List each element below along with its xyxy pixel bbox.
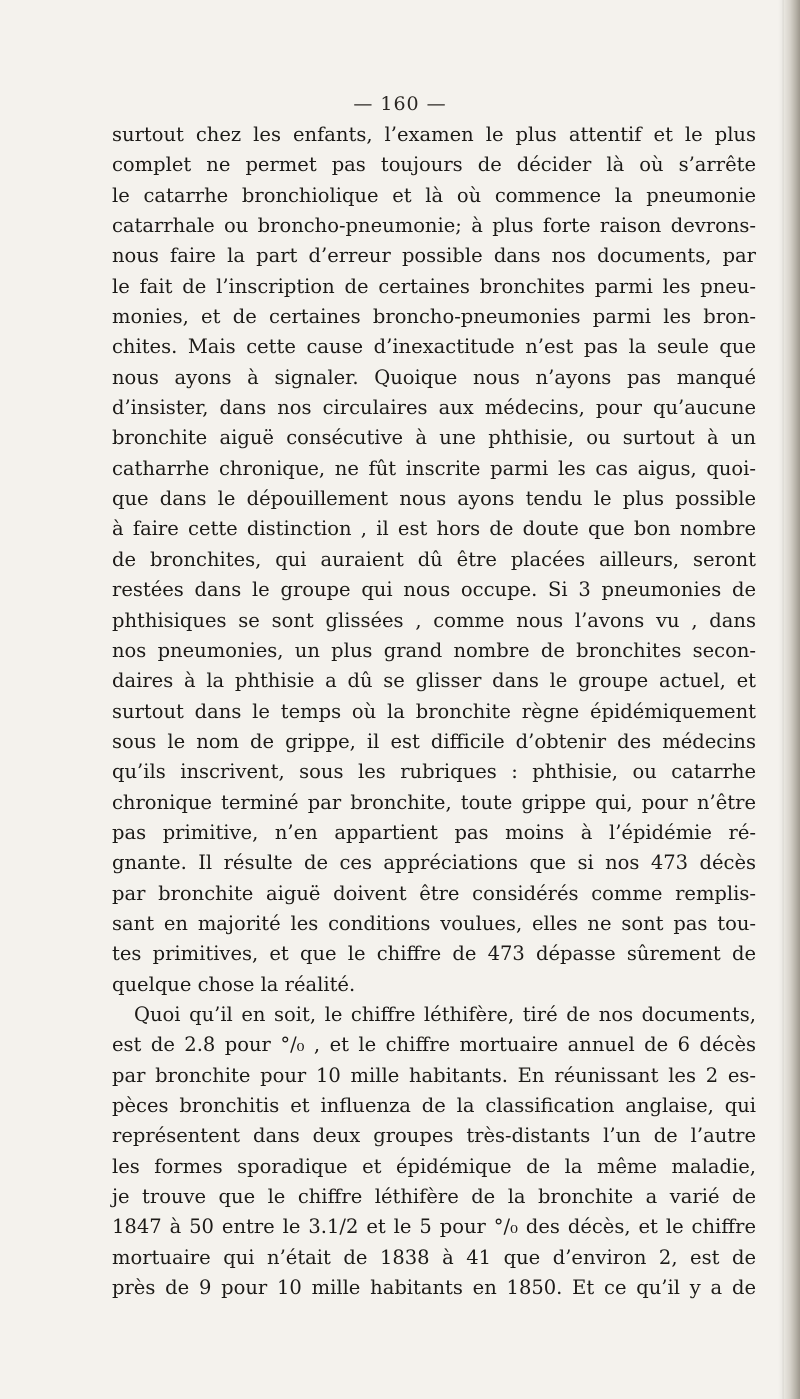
text-line: sant en majorité les conditions voulues, elles ne sont pas tou- (112, 911, 756, 935)
text-line: daires à la phthisie a dû se glisser dans le groupe actuel, et (112, 669, 756, 693)
text-line: monies, et de certaines broncho-pneumonies parmi les bron- (112, 305, 756, 329)
text-line: surtout chez les enfants, l’examen le plus attentif et le plus (112, 123, 756, 146)
text-line: qu’ils inscrivent, sous les rubriques : phthisie, ou catarrhe (112, 760, 756, 784)
text-line: mortuaire qui n’était de 1838 à 41 que d’environ 2, est de (112, 1245, 756, 1269)
text-line: 1847 à 50 entre le 3.1/2 et le 5 pour °/₀ des décès, et le chiffre (112, 1215, 756, 1239)
text-line: complet ne permet pas toujours de décider là où s’arrête (112, 153, 756, 177)
text-line: le catarrhe bronchiolique et là où commence la pneumonie (112, 183, 756, 207)
text-line: près de 9 pour 10 mille habitants en 1850. Et ce qu’il y a de (112, 1276, 756, 1300)
text-line: à faire cette distinction , il est hors de doute que bon nombre (112, 517, 756, 541)
text-line: sous le nom de grippe, il est difficile d’obtenir des médecins (112, 729, 756, 753)
text-line: chronique terminé par bronchite, toute grippe qui, pour n’être (112, 790, 756, 814)
text-line: par bronchite aiguë doivent être considérés comme remplis- (112, 881, 756, 905)
text-line: nous ayons à signaler. Quoique nous n’ayons pas manqué (112, 365, 756, 389)
text-line: Quoi qu’il en soit, le chiffre léthifère, tiré de nos documents, (134, 1002, 756, 1026)
page-edge (782, 0, 800, 1399)
text-line: chites. Mais cette cause d’inexactitude n’est pas la seule que (112, 335, 756, 359)
text-line: phthisiques se sont glissées , comme nous l’avons vu , dans (112, 608, 756, 632)
text-line: catharrhe chronique, ne fût inscrite parmi les cas aigus, quoi- (112, 456, 756, 480)
body-text (112, 120, 756, 1303)
text-line: de bronchites, qui auraient dû être placées ailleurs, seront (112, 547, 756, 571)
text-line: les formes sporadique et épidémique de la même maladie, (112, 1154, 756, 1178)
text-line: d’insister, dans nos circulaires aux médecins, pour qu’aucune (112, 396, 756, 420)
text-line: pas primitive, n’en appartient pas moins à l’épidémie ré- (112, 820, 756, 844)
text-line: surtout dans le temps où la bronchite règne épidémiquement (112, 699, 756, 723)
text-line: je trouve que le chiffre léthifère de la bronchite a varié de (112, 1185, 756, 1209)
text-line: pèces bronchitis et influenza de la classification anglaise, qui (112, 1094, 756, 1117)
text-line: par bronchite pour 10 mille habitants. En réunissant les 2 es- (112, 1063, 756, 1087)
text-line: est de 2.8 pour °/₀ , et le chiffre mortuaire annuel de 6 décès (112, 1033, 756, 1057)
page-number: — 160 — (353, 93, 447, 115)
text-line: restées dans le groupe qui nous occupe. Si 3 pneumonies de (112, 578, 756, 602)
text-line: nos pneumonies, un plus grand nombre de bronchites secon- (112, 638, 756, 662)
text-line: tes primitives, et que le chiffre de 473 dépasse sûrement de (112, 942, 756, 966)
text-line: bronchite aiguë consécutive à une phthisie, ou surtout à un (112, 426, 756, 450)
text-line: nous faire la part d’erreur possible dans nos documents, par (112, 244, 756, 268)
text-line: le fait de l’inscription de certaines bronchites parmi les pneu- (112, 274, 756, 298)
text-line: gnante. Il résulte de ces appréciations que si nos 473 décès (112, 851, 756, 875)
text-line: représentent dans deux groupes très-distants l’un de l’autre (112, 1124, 756, 1148)
text-line: que dans le dépouillement nous ayons tendu le plus possible (112, 487, 756, 511)
text-line: quelque chose la réalité. (112, 972, 356, 996)
page-edge-shadow (778, 0, 784, 1399)
text-line: catarrhale ou broncho-pneumonie; à plus forte raison devrons- (112, 214, 756, 238)
